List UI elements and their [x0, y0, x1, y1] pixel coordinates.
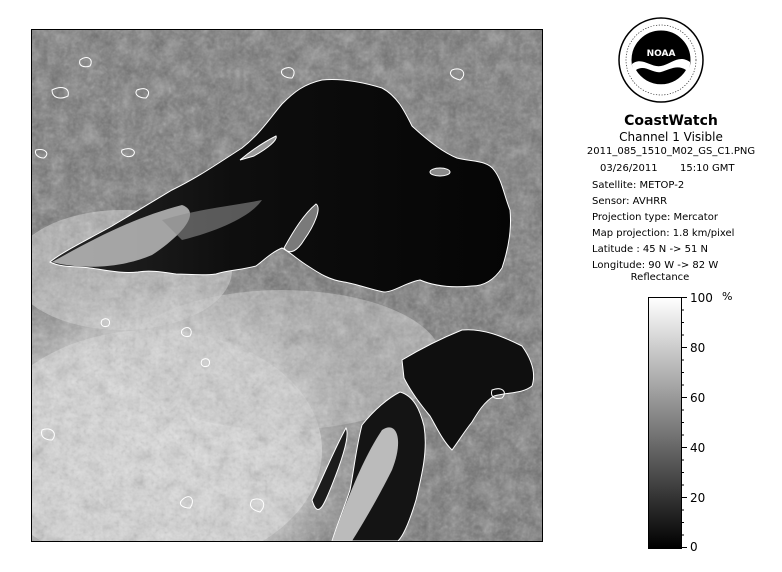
longitude-line: Longitude: 90 W -> 82 W: [592, 260, 719, 271]
projection-line: Projection type: Mercator: [592, 212, 718, 223]
tick-label-60: 60: [690, 391, 706, 405]
channel-label: Channel 1 Visible: [619, 130, 723, 144]
datetime-line: [600, 163, 735, 174]
resolution-line: Map projection: 1.8 km/pixel: [592, 228, 735, 239]
date-value: 03/26/2011: [600, 163, 658, 174]
legend-title: Reflectance: [630, 272, 690, 283]
filename-label: 2011_085_1510_M02_GS_C1.PNG: [586, 146, 756, 157]
latitude-line: Latitude : 45 N -> 51 N: [592, 244, 708, 255]
satellite-line: Satellite: METOP-2: [592, 180, 685, 191]
satellite-image: [31, 29, 543, 542]
logo-text: NOAA: [646, 49, 676, 59]
michipicoten-island: [430, 168, 450, 176]
brand-title: CoastWatch: [624, 113, 718, 129]
reflectance-colorbar: [648, 297, 682, 549]
tick-label-80: 80: [690, 341, 706, 355]
legend-unit: %: [722, 290, 733, 303]
colorbar-ticks: [681, 297, 761, 549]
tick-label-0: 0: [690, 540, 698, 554]
sensor-line: Sensor: AVHRR: [592, 196, 668, 207]
tick-label-100: 100: [690, 291, 713, 305]
tick-label-40: 40: [690, 441, 706, 455]
time-value: 15:10 GMT: [680, 163, 735, 174]
tick-label-20: 20: [690, 491, 706, 505]
noaa-logo: [617, 16, 705, 104]
